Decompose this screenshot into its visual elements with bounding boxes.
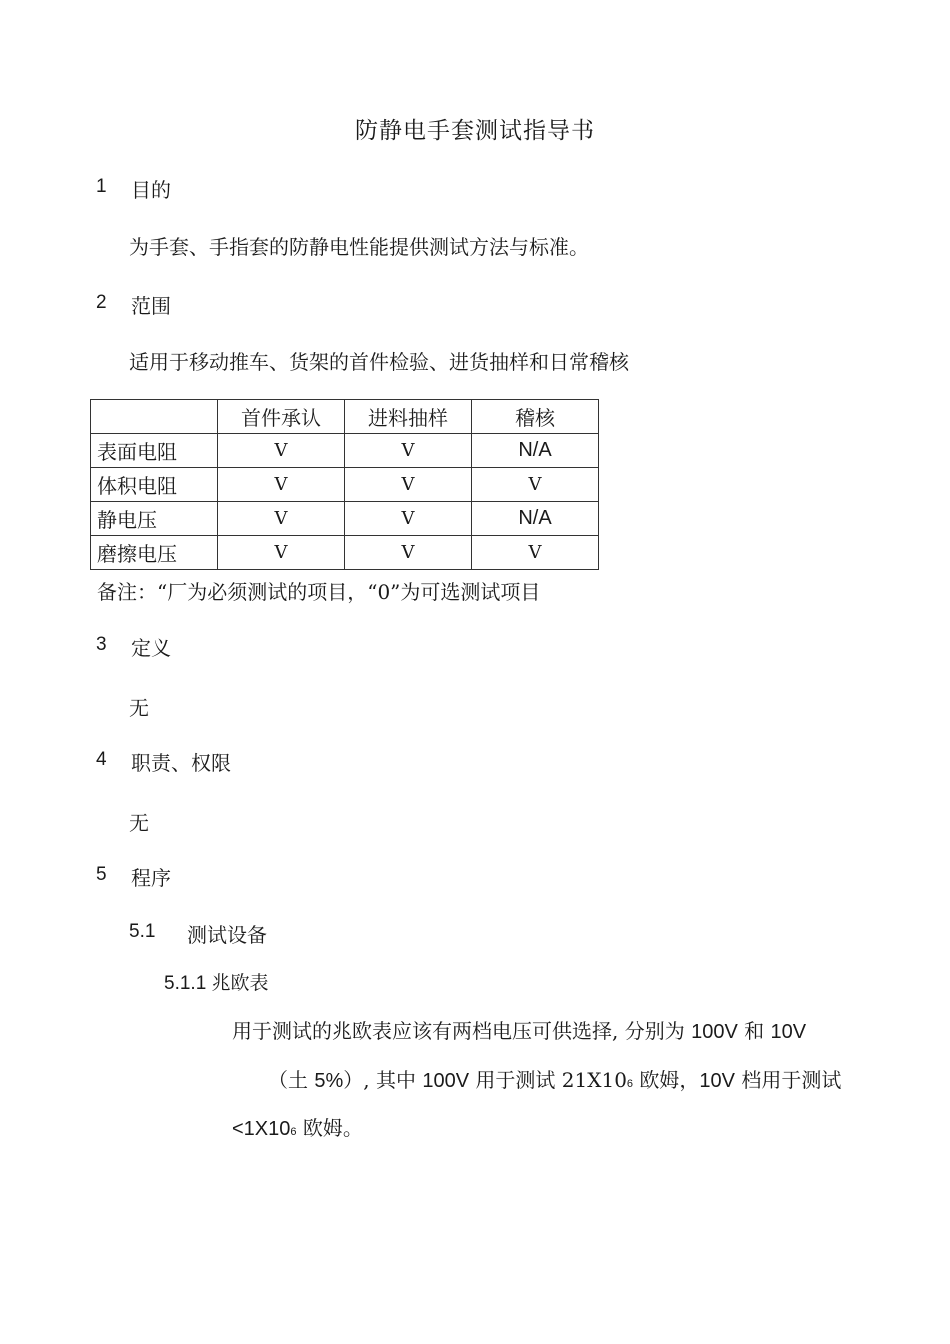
megohm-exponent: 6 bbox=[290, 1126, 297, 1138]
table-header-cell: 稽核 bbox=[472, 400, 599, 434]
megohm-value: <1X10 bbox=[232, 1118, 291, 1140]
megohm-exponent: 6 bbox=[626, 1078, 634, 1090]
section-1-number: 1 bbox=[96, 176, 107, 197]
megohm-text: （土 bbox=[268, 1068, 315, 1092]
table-cell: V bbox=[345, 468, 472, 502]
megohm-text: 用于测试的兆欧表应该有两档电压可供选择, 分别为 bbox=[232, 1019, 692, 1043]
megohm-line-1 bbox=[232, 1015, 806, 1044]
section-3-heading: 定义 bbox=[131, 636, 171, 660]
table-row bbox=[91, 434, 599, 468]
section-5-1-1-heading: 5.1.1 兆欧表 bbox=[164, 973, 269, 994]
section-4-number: 4 bbox=[96, 749, 107, 770]
section-2-number: 2 bbox=[96, 292, 107, 313]
table-row bbox=[91, 536, 599, 570]
megohm-text: 欧姆。 bbox=[296, 1116, 363, 1140]
megohm-value: 10V bbox=[699, 1070, 735, 1092]
page-title: 防静电手套测试指导书 bbox=[355, 118, 595, 144]
megohm-text: ）, 其中 bbox=[343, 1068, 423, 1092]
section-5-1-number: 5.1 bbox=[129, 921, 156, 942]
megohm-value: 5% bbox=[314, 1070, 344, 1092]
table-cell: V bbox=[345, 536, 472, 570]
megohm-line-2 bbox=[268, 1064, 841, 1093]
table-cell: V bbox=[345, 434, 472, 468]
table-row-label: 体积电阻 bbox=[91, 468, 218, 502]
section-5-1-heading: 测试设备 bbox=[187, 923, 267, 947]
table-cell: V bbox=[218, 468, 345, 502]
table-cell: V bbox=[218, 536, 345, 570]
table-row-label: 静电压 bbox=[91, 502, 218, 536]
section-2-heading: 范围 bbox=[131, 294, 171, 318]
section-4-heading: 职责、权限 bbox=[131, 751, 231, 775]
section-5-heading: 程序 bbox=[131, 866, 171, 890]
section-3-number: 3 bbox=[96, 634, 107, 655]
table-note: 备注：“厂为必须测试的项目，“0”为可选测试项目 bbox=[97, 580, 541, 604]
section-2-body: 适用于移动推车、货架的首件检验、进货抽样和日常稽核 bbox=[129, 350, 629, 374]
table-cell: V bbox=[345, 502, 472, 536]
megohm-text: 欧姆， bbox=[633, 1068, 700, 1092]
megohm-value: 100V bbox=[691, 1021, 738, 1043]
megohm-text: 和 bbox=[737, 1019, 771, 1043]
table-row-label: 表面电阻 bbox=[91, 434, 218, 468]
table-header-cell: 进料抽样 bbox=[345, 400, 472, 434]
table-row bbox=[91, 468, 599, 502]
table-header-cell: 首件承认 bbox=[218, 400, 345, 434]
table-row-label: 磨擦电压 bbox=[91, 536, 218, 570]
table-cell: N/A bbox=[472, 502, 599, 536]
table-cell: N/A bbox=[472, 434, 599, 468]
section-1-body: 为手套、手指套的防静电性能提供测试方法与标准。 bbox=[129, 235, 589, 259]
table-cell: V bbox=[472, 468, 599, 502]
megohm-value: 100V bbox=[422, 1070, 470, 1092]
table-row bbox=[91, 502, 599, 536]
table-cell: V bbox=[472, 536, 599, 570]
table-cell: V bbox=[218, 502, 345, 536]
test-matrix-table bbox=[90, 399, 599, 570]
table-header-cell bbox=[91, 400, 218, 434]
section-1-heading: 目的 bbox=[131, 178, 171, 202]
section-3-body: 无 bbox=[129, 696, 149, 720]
megohm-line-3 bbox=[232, 1112, 363, 1141]
section-5-number: 5 bbox=[96, 864, 107, 885]
table-header-row bbox=[91, 400, 599, 434]
table-cell: V bbox=[218, 434, 345, 468]
megohm-value: 10V bbox=[770, 1021, 807, 1043]
section-4-body: 无 bbox=[129, 811, 149, 835]
megohm-text: 用于测试 21X10 bbox=[469, 1068, 627, 1092]
megohm-text: 档用于测试 bbox=[735, 1068, 842, 1092]
